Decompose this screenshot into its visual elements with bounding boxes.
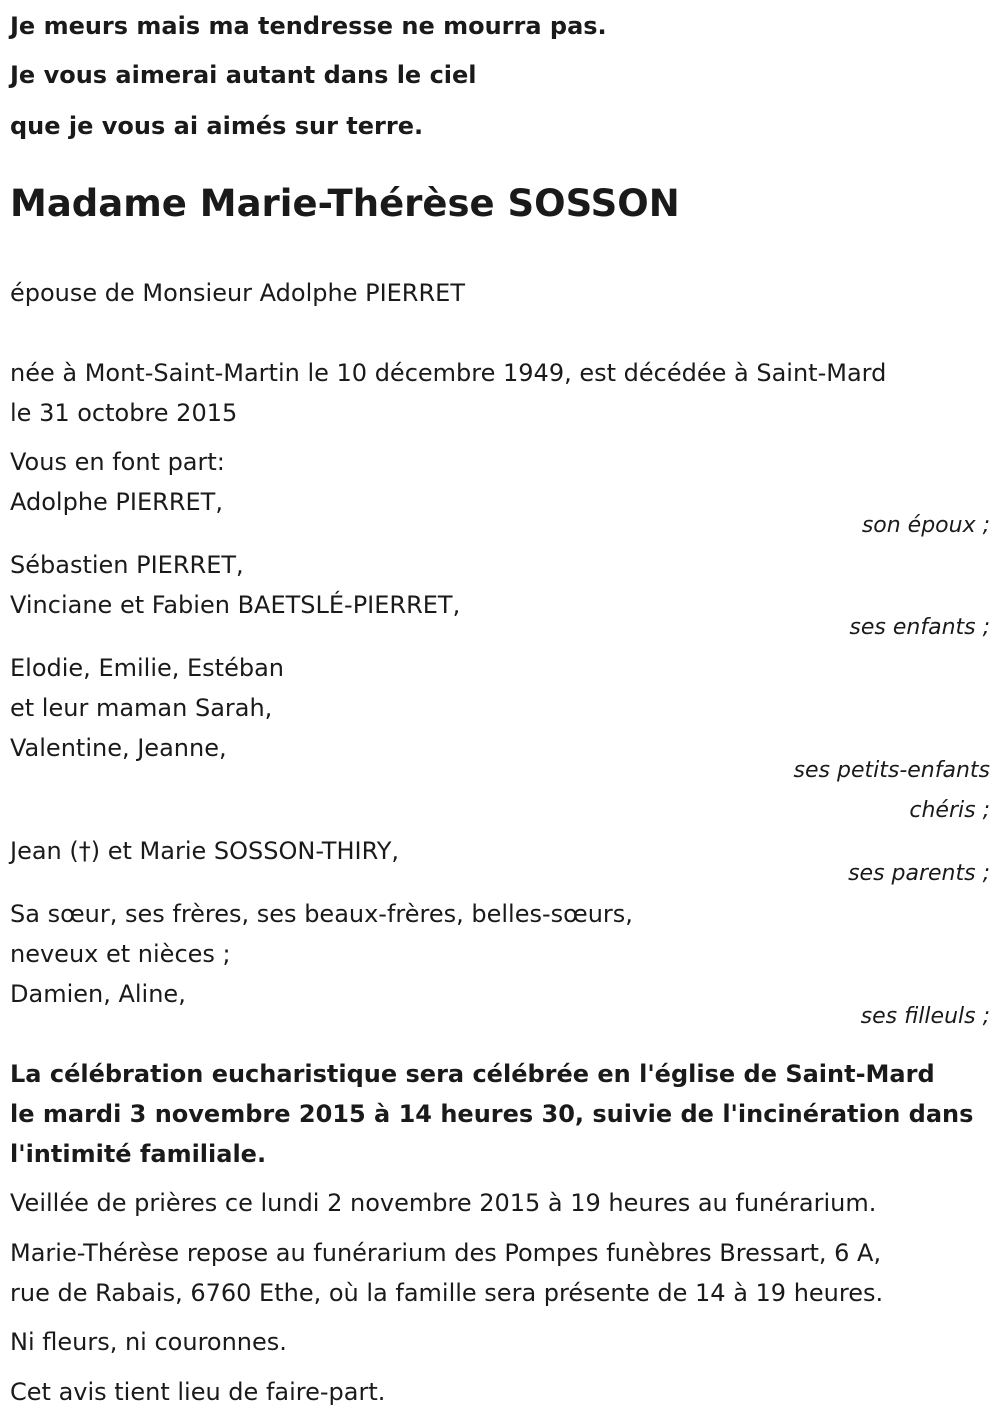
family-name: Valentine, Jeanne, (10, 734, 227, 762)
flowers-line: Ni fleurs, ni couronnes. (10, 1328, 287, 1356)
family-name: Jean (†) et Marie SOSSON-THIRY, (10, 837, 400, 865)
family-name: Sa sœur, ses frères, ses beaux-frères, belles-sœurs, (10, 900, 633, 928)
family-name: Sébastien PIERRET, (10, 551, 244, 579)
ceremony-line: La célébration eucharistique sera célébrée en l'église de Saint-Mard (10, 1060, 935, 1088)
notice-line: Cet avis tient lieu de faire-part. (10, 1378, 386, 1406)
relation-label: son époux ; (861, 513, 990, 538)
relation-label: ses parents ; (848, 861, 990, 886)
poem-line: Je vous aimerai autant dans le ciel (10, 61, 477, 89)
intro-text: Vous en font part: (10, 448, 225, 476)
birth-death-line: le 31 octobre 2015 (10, 399, 238, 427)
relation-label: ses petits-enfants (793, 758, 990, 783)
spouse-line: épouse de Monsieur Adolphe PIERRET (10, 279, 465, 307)
family-name: et leur maman Sarah, (10, 694, 273, 722)
repose-line: Marie-Thérèse repose au funérarium des Pompes funèbres Bressart, 6 A, (10, 1239, 882, 1267)
ceremony-line: le mardi 3 novembre 2015 à 14 heures 30, suivie de l'incinération dans (10, 1100, 974, 1128)
family-name: neveux et nièces ; (10, 940, 231, 968)
vigil-line: Veillée de prières ce lundi 2 novembre 2015 à 19 heures au funérarium. (10, 1189, 877, 1217)
family-name: Elodie, Emilie, Estéban (10, 654, 285, 682)
poem-line: que je vous ai aimés sur terre. (10, 112, 424, 140)
repose-line: rue de Rabais, 6760 Ethe, où la famille sera présente de 14 à 19 heures. (10, 1279, 884, 1307)
ceremony-line: l'intimité familiale. (10, 1140, 267, 1168)
relation-label: chéris ; (909, 798, 990, 823)
relation-label: ses filleuls ; (860, 1004, 990, 1029)
family-name: Adolphe PIERRET, (10, 488, 223, 516)
family-name: Vinciane et Fabien BAETSLÉ-PIERRET, (10, 591, 461, 619)
birth-death-line: née à Mont-Saint-Martin le 10 décembre 1949, est décédée à Saint-Mard (10, 359, 887, 387)
deceased-name: Madame Marie-Thérèse SOSSON (10, 182, 680, 225)
poem-line: Je meurs mais ma tendresse ne mourra pas. (10, 12, 607, 40)
family-name: Damien, Aline, (10, 980, 186, 1008)
relation-label: ses enfants ; (849, 615, 990, 640)
